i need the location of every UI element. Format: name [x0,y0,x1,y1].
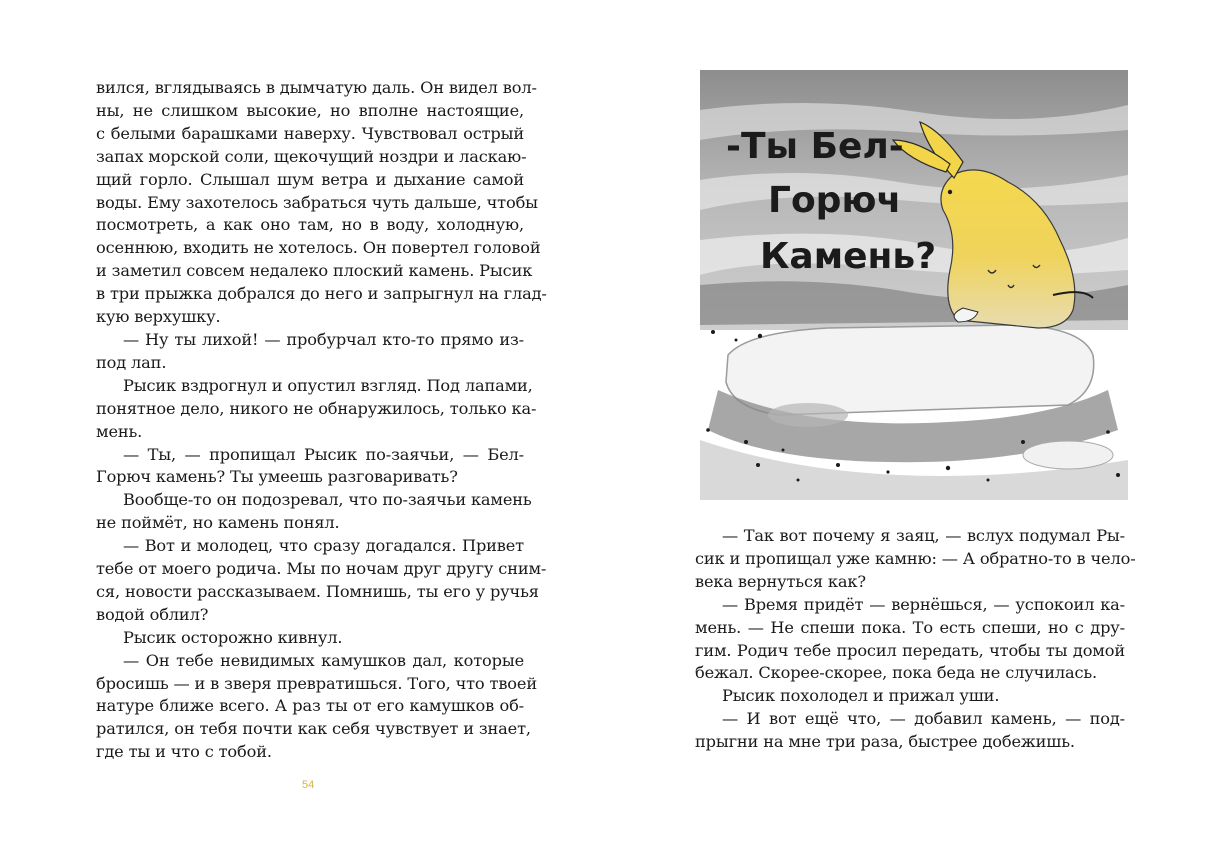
text-line: ны, не слишком высокие, но вполне настоящие, [96,100,524,120]
text-line: мень. — Не спеши пока. То есть спеши, но с дру- [695,617,1125,637]
text-line: — Он тебе невидимых камушков дал, которые [123,650,524,670]
paragraph [96,650,537,765]
text-line: гим. Родич тебе просил передать, чтобы ты домой [695,640,1125,660]
text-line: посмотреть, а как оно там, но в воду, холодную, [96,215,524,235]
illustration-hare-on-stone [688,70,1138,500]
right-page [607,0,1214,858]
text-line: понятное дело, никого не обнаружилось, только ка- [96,398,537,418]
text-line: Рысик похолодел и прижал уши. [722,686,1000,706]
text-line: — И вот ещё что, — добавил камень, — под- [722,709,1125,729]
text-line: вился, вглядываясь в дымчатую даль. Он видел вол- [96,78,537,97]
text-line: с белыми барашками наверху. Чувствовал острый [96,123,524,143]
paragraph [695,685,1125,708]
page-number: 54 [302,779,315,791]
paragraph [96,489,532,535]
text-line: сик и пропищал уже камню: — А обратно-то в чело- [695,548,1136,568]
text-line: Рысик вздрогнул и опустил взгляд. Под лапами, [123,375,533,395]
text-line: воды. Ему захотелось забраться чуть дальше, чтобы [96,192,538,212]
paragraph [96,329,524,375]
paragraph [695,525,1136,594]
text-line: тебе от моего родича. Мы по ночам друг другу сним- [96,559,547,579]
text-line: и заметил совсем недалеко плоский камень. Рысик [96,261,533,281]
paragraph [695,594,1125,686]
left-page-text [96,77,547,764]
text-line: бежал. Скорее-скорее, пока беда не случилась. [695,663,1098,683]
text-line: — Время придёт — вернёшься, — успокоил ка- [722,594,1125,614]
text-line: под лап. [96,352,167,372]
paragraph [96,535,547,627]
text-line: прыгни на мне три раза, быстрее добежишь. [695,732,1075,752]
text-line: осеннюю, входить не хотелось. Он повертел головой [96,238,541,258]
text-line: Горюч камень? Ты умеешь разговаривать? [96,467,458,487]
text-line: в три прыжка добрался до него и запрыгнул на глад- [96,284,547,304]
text-line: не поймёт, но камень понял. [96,513,340,533]
stone [726,325,1094,415]
text-line: — Ну ты лихой! — пробурчал кто-то прямо из- [123,329,524,349]
illustration-svg [688,70,1138,500]
right-page-text [695,525,1136,754]
text-line: водой облил? [96,604,209,624]
text-line: — Так вот почему я заяц, — вслух подумал Ры- [722,526,1125,545]
text-line: — Вот и молодец, что сразу догадался. Привет [123,536,524,556]
paragraph [695,708,1125,754]
text-line: мень. [96,421,143,441]
illustration-caption-line-3: Камень? [760,236,937,277]
pebble [1023,441,1113,469]
text-line: ратился, он тебя почти как себя чувствует и знает, [96,719,531,739]
pebble [768,403,848,427]
text-line: — Ты, — пропищал Рысик по-заячьи, — Бел- [123,444,524,464]
illustration-caption-line-2: Горюч [768,180,902,221]
illustration-caption-line-1: -Ты Бел- [726,126,904,167]
text-line: ся, новости рассказываем. Помнишь, ты его у ручья [96,581,539,601]
paragraph [96,444,524,490]
text-line: запах морской соли, щекочущий ноздри и ласкаю- [96,146,527,166]
paragraph [96,375,537,444]
text-line: века вернуться как? [695,571,866,591]
text-line: бросишь — и в зверя превратишься. Того, что твоей [96,673,537,693]
text-line: щий горло. Слышал шум ветра и дыхание самой [96,169,524,189]
text-line: Вообще-то он подозревал, что по-заячьи камень [123,490,532,510]
paragraph [96,77,547,329]
text-line: натуре ближе всего. А раз ты от его камушков об- [96,696,524,716]
text-line: где ты и что с тобой. [96,742,272,762]
text-line: кую верхушку. [96,307,221,327]
text-line: Рысик осторожно кивнул. [123,627,343,647]
paragraph [96,627,524,650]
